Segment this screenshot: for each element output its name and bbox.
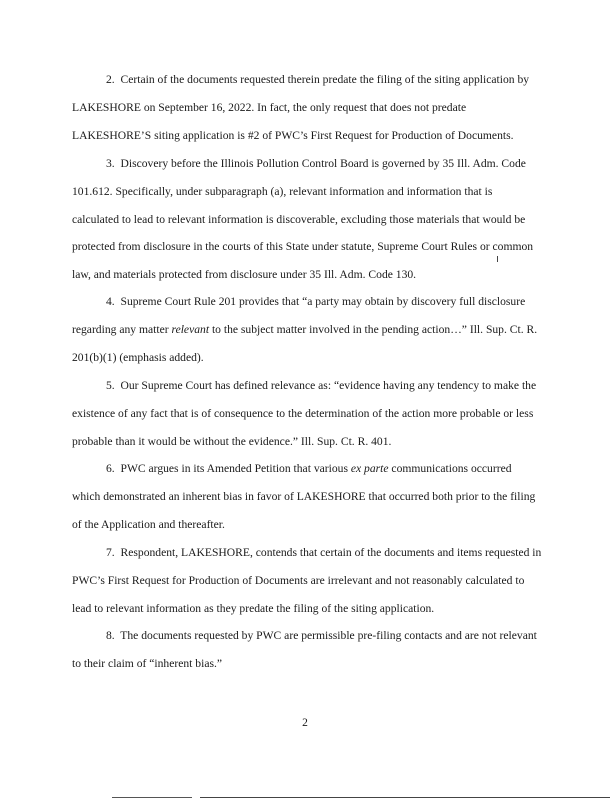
paragraph-number: 7. xyxy=(106,546,115,559)
paragraph-number: 3. xyxy=(106,157,115,170)
paragraph-text: Certain of the documents requested therein predate the filing of the siting application by LAKESHORE on September 16, 2022. In fact, the only request that does not predate LAKESHORE’S siting application is #2 of PWC’s First Request for Production of Documents. xyxy=(72,73,530,142)
paragraph-8 xyxy=(72,622,542,678)
paragraph-number: 8. xyxy=(106,629,115,642)
paragraph-3 xyxy=(72,150,542,289)
paragraph-number: 6. xyxy=(106,462,115,475)
paragraph-7 xyxy=(72,539,542,622)
paragraph-text: Respondent, LAKESHORE, contends that certain of the documents and items requested in PWC’s First Request for Production of Documents are irrelevant and not reasonably calculated to lead to relevant information as they predate the filing of the siting application. xyxy=(72,546,542,615)
paragraph-number: 5. xyxy=(106,379,115,392)
paragraph-4 xyxy=(72,288,542,371)
paragraph-text: Our Supreme Court has defined relevance as: “evidence having any tendency to make the existence of any fact that is of consequence to the determination of the action more probable or less probable than it would be without the evidence.” Ill. Sup. Ct. R. 401. xyxy=(72,379,537,448)
footer-rule-short xyxy=(112,797,192,798)
paragraph-5 xyxy=(72,372,542,455)
paragraph-text: Discovery before the Illinois Pollution Control Board is governed by 35 Ill. Adm. Code 101.612. Specifically, under subparagraph (a), relevant information and information that is calculated to lead to relevant information is discoverable, excluding those materials that would be protected from disclosure in the courts of this State under statute, Supreme Court Rules or common law, and materials protected from disclosure under 35 Ill. Adm. Code 130. xyxy=(72,157,534,282)
paragraph-6 xyxy=(72,455,542,538)
paragraph-text-before: Supreme Court Rule 201 provides that “a party may obtain by discovery full disclosure regarding any matter xyxy=(72,295,526,336)
paragraph-text: The documents requested by PWC are permissible pre-filing contacts and are not relevant to their claim of “inherent bias.” xyxy=(72,629,537,670)
page-number: 2 xyxy=(302,717,308,729)
scan-artifact-mark xyxy=(497,256,498,262)
paragraph-text-after: to the subject matter involved in the pending action…” Ill. Sup. Ct. R. 201(b)(1) (emphasis added). xyxy=(72,322,538,364)
paragraph-number: 2. xyxy=(106,73,115,86)
paragraph-text-after: communications occurred which demonstrated an inherent bias in favor of LAKESHORE that occurred both prior to the filing of the Application and thereafter. xyxy=(72,462,536,531)
footer-rule xyxy=(200,797,610,798)
paragraph-number: 4. xyxy=(106,295,115,308)
emphasis-relevant: relevant xyxy=(171,322,210,336)
emphasis-ex-parte: ex parte xyxy=(350,462,389,475)
paragraph-text-before: PWC argues in its Amended Petition that various xyxy=(120,462,351,475)
paragraph-2 xyxy=(72,66,542,149)
